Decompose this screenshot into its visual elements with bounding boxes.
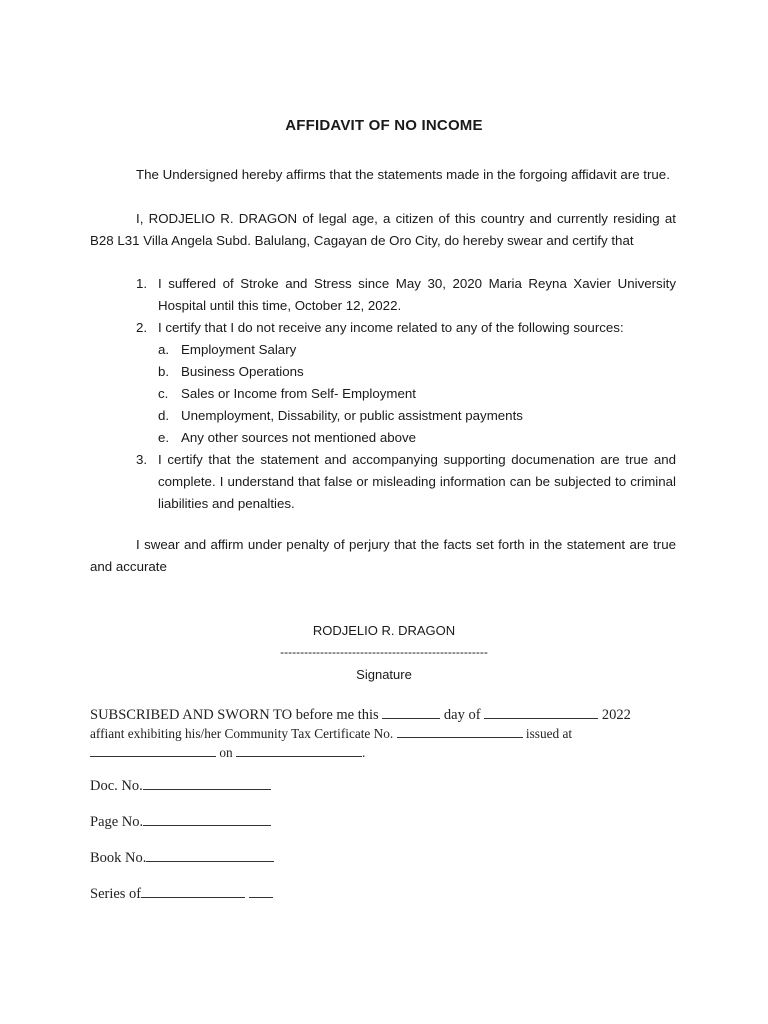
list-item-text: I certify that I do not receive any income related to any of the following sources:	[158, 320, 624, 335]
jurat-line-3	[90, 743, 690, 762]
list-item	[90, 273, 676, 317]
statement-list	[90, 273, 676, 515]
issued-on-blank[interactable]	[236, 744, 362, 757]
source-letter: b.	[158, 364, 170, 379]
series-blank[interactable]	[141, 885, 245, 898]
document-title: AFFIDAVIT OF NO INCOME	[285, 117, 483, 134]
source-item	[90, 361, 676, 383]
oath-text: I swear and affirm under penalty of perjury that the facts set forth in the statement are true and accurate	[90, 537, 676, 574]
page-no-row	[90, 813, 690, 831]
issued-at-blank[interactable]	[90, 744, 216, 757]
day-blank[interactable]	[382, 706, 440, 719]
book-no-label: Book No.	[90, 850, 147, 866]
list-item-number: 2.	[136, 320, 148, 335]
affiant-name: RODJELIO R. DRAGON	[312, 623, 456, 638]
source-text: Business Operations	[181, 364, 304, 379]
list-item-number: 1.	[136, 276, 148, 291]
book-no-blank[interactable]	[146, 849, 274, 862]
list-item-number: 3.	[136, 452, 148, 467]
book-no-row	[90, 849, 690, 867]
series-label: Series of	[90, 886, 142, 902]
series-year-blank[interactable]	[249, 885, 273, 898]
intro-text-1: The Undersigned hereby affirms that the statements made in the forgoing affidavit are true.	[136, 167, 670, 182]
jurat-text: affiant exhibiting his/her Community Tax Certificate No.	[90, 726, 394, 741]
jurat-text: on	[219, 745, 233, 760]
source-text: Unemployment, Dissability, or public assistment payments	[181, 408, 523, 423]
list-item	[90, 317, 676, 339]
doc-no-row	[90, 777, 690, 795]
jurat-text: SUBSCRIBED AND SWORN TO before me this	[90, 707, 379, 723]
series-row	[90, 885, 690, 903]
jurat-text: issued at	[525, 726, 573, 741]
source-text: Employment Salary	[181, 342, 297, 357]
source-item	[90, 405, 676, 427]
jurat-line-2	[90, 724, 690, 743]
source-letter: e.	[158, 430, 170, 445]
month-blank[interactable]	[484, 706, 598, 719]
source-text: Any other sources not mentioned above	[181, 430, 417, 445]
source-item	[90, 339, 676, 361]
intro-paragraph-1	[90, 164, 676, 186]
source-item	[90, 427, 676, 449]
list-item	[90, 449, 676, 515]
page-no-label: Page No.	[90, 814, 144, 830]
source-letter: d.	[158, 408, 170, 423]
signature-line: ----------------------------------------------------	[280, 645, 488, 659]
list-item-text: I certify that the statement and accompanying supporting documenation are true and complete. I understand that false or misleading information can be subjected to criminal liabilities and penalties.	[158, 452, 676, 511]
jurat-year: 2022	[601, 707, 631, 723]
oath-paragraph	[90, 534, 676, 578]
jurat-text: day of	[443, 707, 481, 723]
page-no-blank[interactable]	[143, 813, 271, 826]
list-item-text: I suffered of Stroke and Stress since May 30, 2020 Maria Reyna Xavier University Hospital until this time, October 12, 2022.	[158, 276, 676, 313]
ctc-number-blank[interactable]	[397, 725, 523, 738]
source-text: Sales or Income from Self- Employment	[181, 386, 416, 401]
jurat-line-1	[90, 706, 690, 724]
source-item	[90, 383, 676, 405]
doc-no-blank[interactable]	[143, 777, 271, 790]
jurat-period: .	[361, 745, 366, 760]
intro-text-2: I, RODJELIO R. DRAGON of legal age, a citizen of this country and currently residing at B28 L31 Villa Angela Subd. Balulang, Cagayan de Oro City, do hereby swear and certify that	[90, 211, 676, 248]
signature-label: Signature	[356, 667, 412, 682]
intro-paragraph-2	[90, 208, 676, 252]
source-letter: a.	[158, 342, 170, 357]
doc-no-label: Doc. No.	[90, 778, 143, 794]
source-letter: c.	[158, 386, 169, 401]
